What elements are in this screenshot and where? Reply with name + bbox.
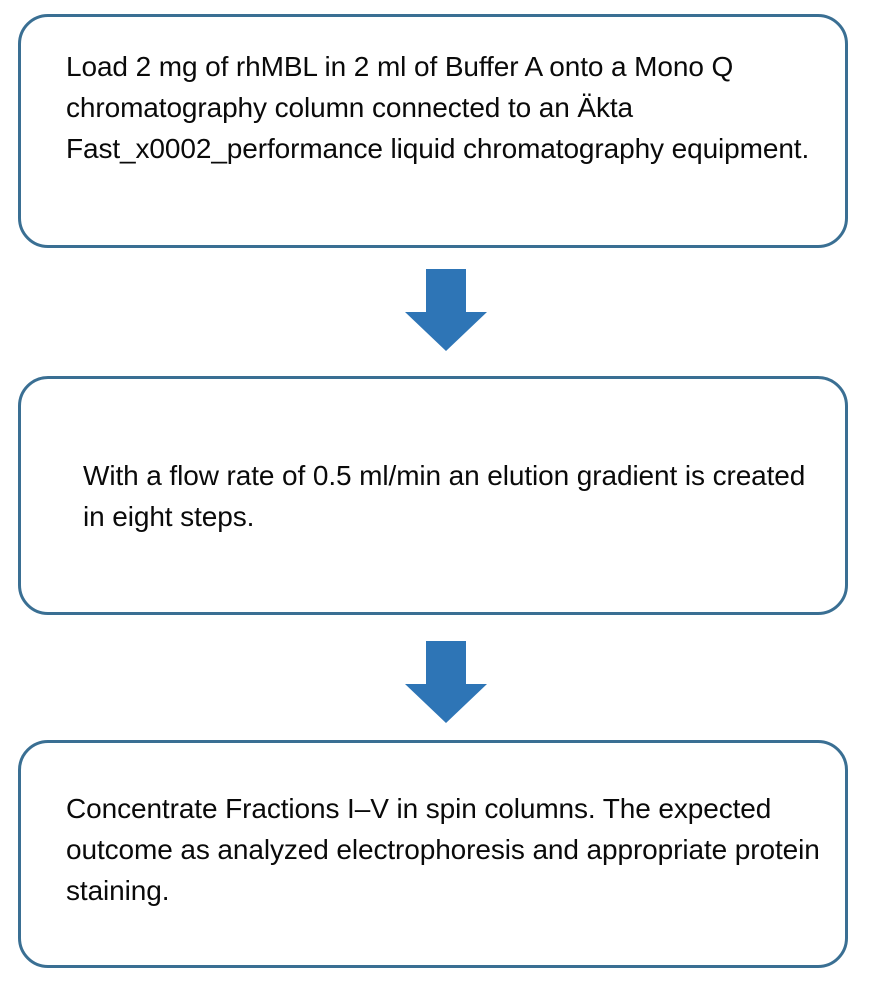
- flowchart-node-step-3: [18, 740, 848, 968]
- flowchart-node-step-1: [18, 14, 848, 248]
- down-arrow-icon: [403, 267, 489, 353]
- down-arrow-icon: [403, 639, 489, 725]
- flowchart-node-step-2: [18, 376, 848, 615]
- flowchart-node-text: Concentrate Fractions I–V in spin columns. The expected outcome as analyzed electrophoresis and appropriate protein staining.: [66, 793, 820, 906]
- flowchart-node-text: Load 2 mg of rhMBL in 2 ml of Buffer A onto a Mono Q chromatography column connected to an Äkta Fast_x0002_performance liquid chromatography equipment.: [66, 51, 810, 164]
- flowchart-node-text: With a flow rate of 0.5 ml/min an elution gradient is created in eight steps.: [83, 459, 806, 532]
